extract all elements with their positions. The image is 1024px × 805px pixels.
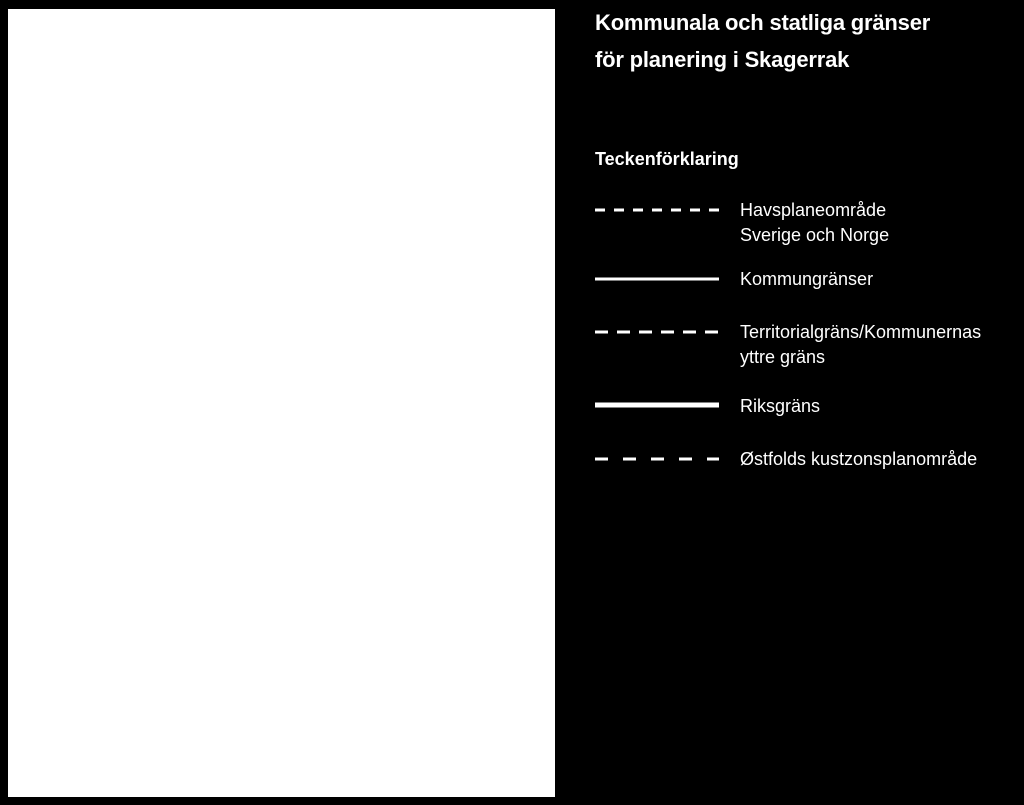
- dashed-line-symbol: [595, 454, 719, 464]
- map-title-line-2: för planering i Skagerrak: [595, 47, 850, 72]
- legend-panel: [595, 0, 1020, 805]
- legend-item-label-line: Havsplaneområde: [740, 200, 887, 220]
- legend-item-label-line: yttre gräns: [740, 347, 826, 367]
- solid-thin-line-symbol: [595, 274, 719, 284]
- dashed-line-symbol: [595, 327, 719, 337]
- dashed-line-symbol: [595, 205, 719, 215]
- map-title-line-1: Kommunala och statliga gränser: [595, 10, 931, 35]
- legend-item-label: [740, 320, 981, 370]
- map-title: [595, 4, 1015, 78]
- legend-item-label-line: Kommungränser: [740, 269, 874, 289]
- legend-item-label-line: Sverige och Norge: [740, 225, 890, 245]
- legend-heading: Teckenförklaring: [595, 149, 739, 169]
- legend-item-label: [740, 267, 873, 292]
- solid-thick-line-symbol: [595, 400, 719, 410]
- legend-item-label: [740, 198, 889, 248]
- legend-item-label-line: Riksgräns: [740, 396, 821, 416]
- legend-item-label-line: Østfolds kustzonsplanområde: [740, 449, 978, 469]
- legend-item-label-line: Territorialgräns/Kommunernas: [740, 322, 982, 342]
- map-area[interactable]: [8, 9, 555, 797]
- legend-item-label: [740, 447, 977, 472]
- legend-item-label: [740, 394, 820, 419]
